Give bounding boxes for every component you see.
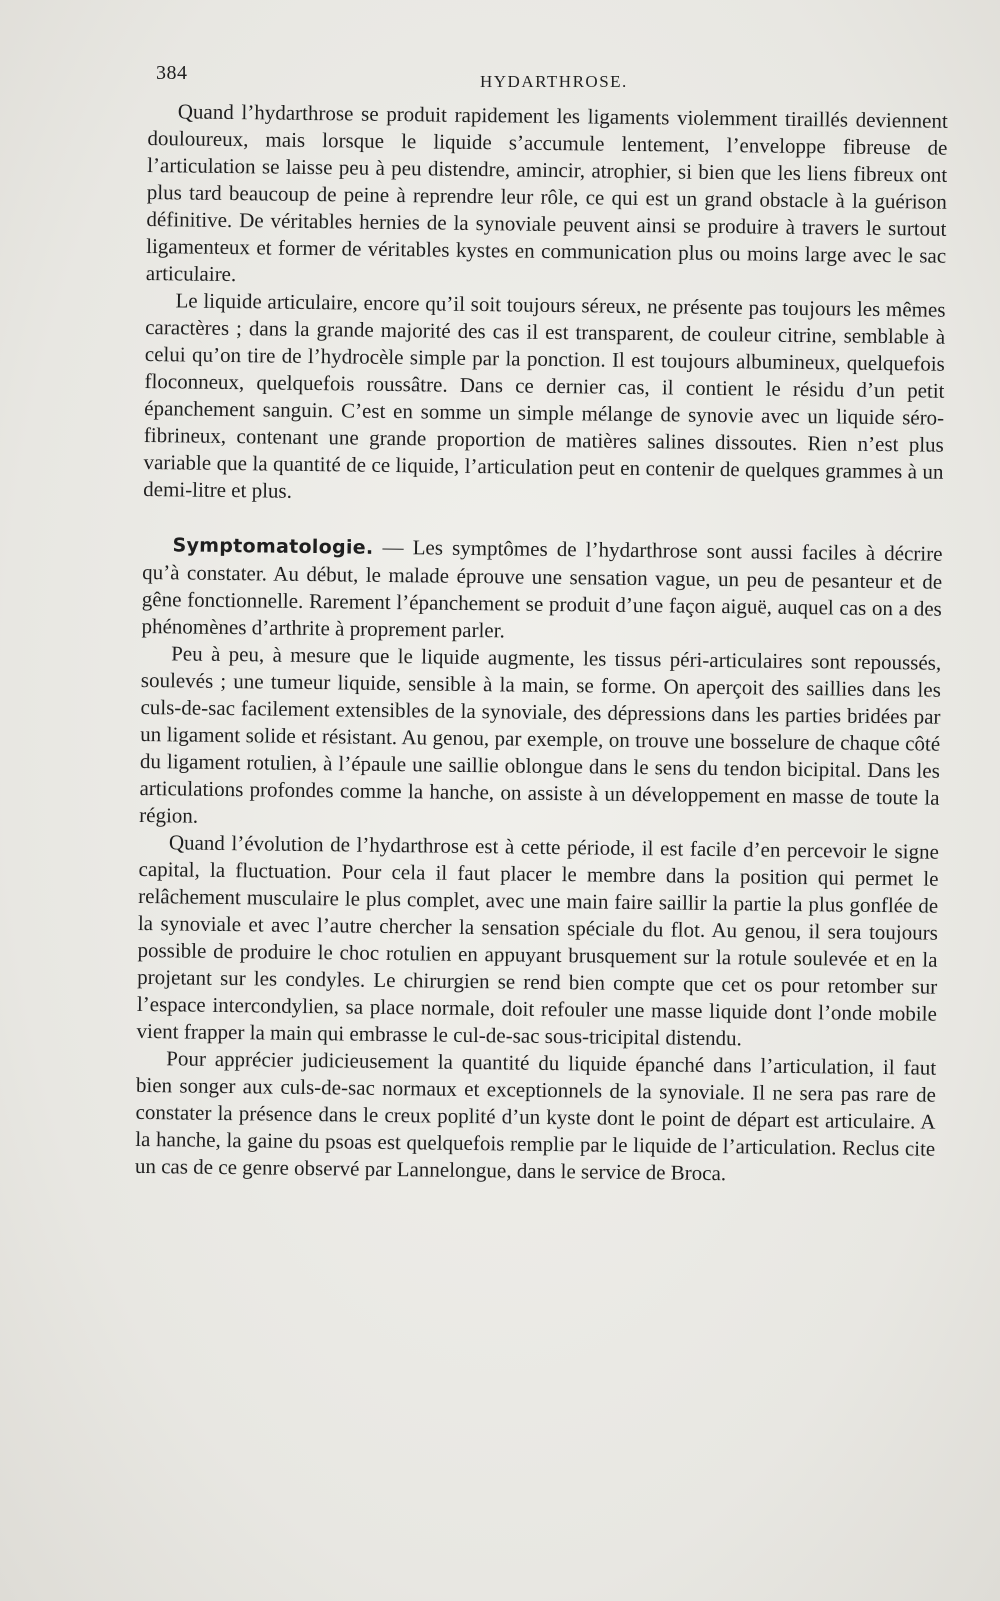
page-header: [150, 62, 950, 92]
section-intro-paragraph: [141, 531, 942, 650]
paragraph: Quand l’évolution de l’hydarthrose est à cette période, il est facile d’en percevoir le signe capital, la fluctuation. Pour cela il faut placer le membre dans la position qui permet le relâchement musculaire le plus complet, avec une main faire saillir la partie la plus gonflée de la synoviale et avec l’autre chercher la sensation spéciale du flot. Au genou, il sera toujours possible de produire le choc rotulien en appuyant brusquement sur la rotule soulevée et en la projetant sur les condyles. Le chirurgien se rend bien compte que cet os pour retomber sur l’espace intercondylien, sa place normale, doit refouler une masse liquide dont l’onde mobile vient frapper la main qui embrasse le cul-de-sac sous-tricipital distendu.: [136, 830, 939, 1051]
section-title: Symptomatologie.: [172, 534, 374, 559]
section-intro-text: — Les symptômes de l’hydarthrose sont aussi faciles à décrire qu’à constater. Au début, le malade éprouve une sensation vague, un peu de pesanteur et de gêne fonctionnelle. Rarement l’épanchement se produit d’une façon aiguë, auquel cas on a des phénomènes d’arthrite à proprement parler.: [141, 534, 943, 643]
paragraph: Peu à peu, à mesure que le liquide augmente, les tissus péri-articulaires sont repoussés, soulevés ; une tumeur liquide, sensible à la main, se forme. On aperçoit des saillies dans les culs-de-sac facilement extensibles de la synoviale, des dépressions dans les parties bridées par un ligament solide et résistant. Au genou, par exemple, on trouve une bosselure de chaque côté du ligament rotulien, à l’épaule une saillie oblongue dans le sens du tendon bicipital. Dans les articulations profondes comme la hanche, on assiste à un développement en masse de toute la région.: [139, 641, 942, 828]
paragraph: Le liquide articulaire, encore qu’il soit toujours séreux, ne présente pas toujours les mêmes caractères ; dans la grande majorité des cas il est transparent, de couleur citrine, semblable à celui qu’on tire de l’hydrocèle simple par la ponction. Il est toujours albumineux, quelquefois floconneux, quelquefois roussâtre. Dans ce dernier cas, il contient le résidu d’un petit épanchement sanguin. C’est en somme un simple mélange de synovie avec un liquide séro-fibrineux, contenant une grande proportion de matières salines dissoutes. Rien n’est plus variable que la quantité de ce liquide, l’articulation peut en contenir de quelques grammes à un demi-litre et plus.: [143, 288, 946, 503]
paragraph: Pour apprécier judicieusement la quantité du liquide épanché dans l’articulation, il faut bien songer aux culs-de-sac normaux et exceptionnels de la synoviale. Il ne sera pas rare de constater la présence dans le creux poplité d’un kyste dont le point de départ est articulaire. A la hanche, la gaine du psoas est quelquefois remplie par le liquide de l’articulation. Reclus cite un cas de ce genre observé par Lannelongue, dans le service de Broca.: [134, 1046, 937, 1186]
page-number: 384: [156, 62, 188, 84]
running-title: HYDARTHROSE.: [480, 72, 628, 91]
paragraph: Quand l’hydarthrose se produit rapidement les ligaments violemment tiraillés deviennent douloureux, mais lorsque le liquide s’accumule lentement, l’enveloppe fibreuse de l’articulation se laisse peu à peu distendre, amincir, atrophier, si bien que les liens fibreux ont plus tard beaucoup de peine à reprendre leur rôle, ce qui est un grand obstacle à la guérison définitive. De véritables hernies de la synoviale peuvent ainsi se produire à travers le surtout ligamenteux et former de véritables kystes en communication plus ou moins large avec le sac articulaire.: [145, 99, 948, 287]
body-text: [135, 98, 948, 1190]
